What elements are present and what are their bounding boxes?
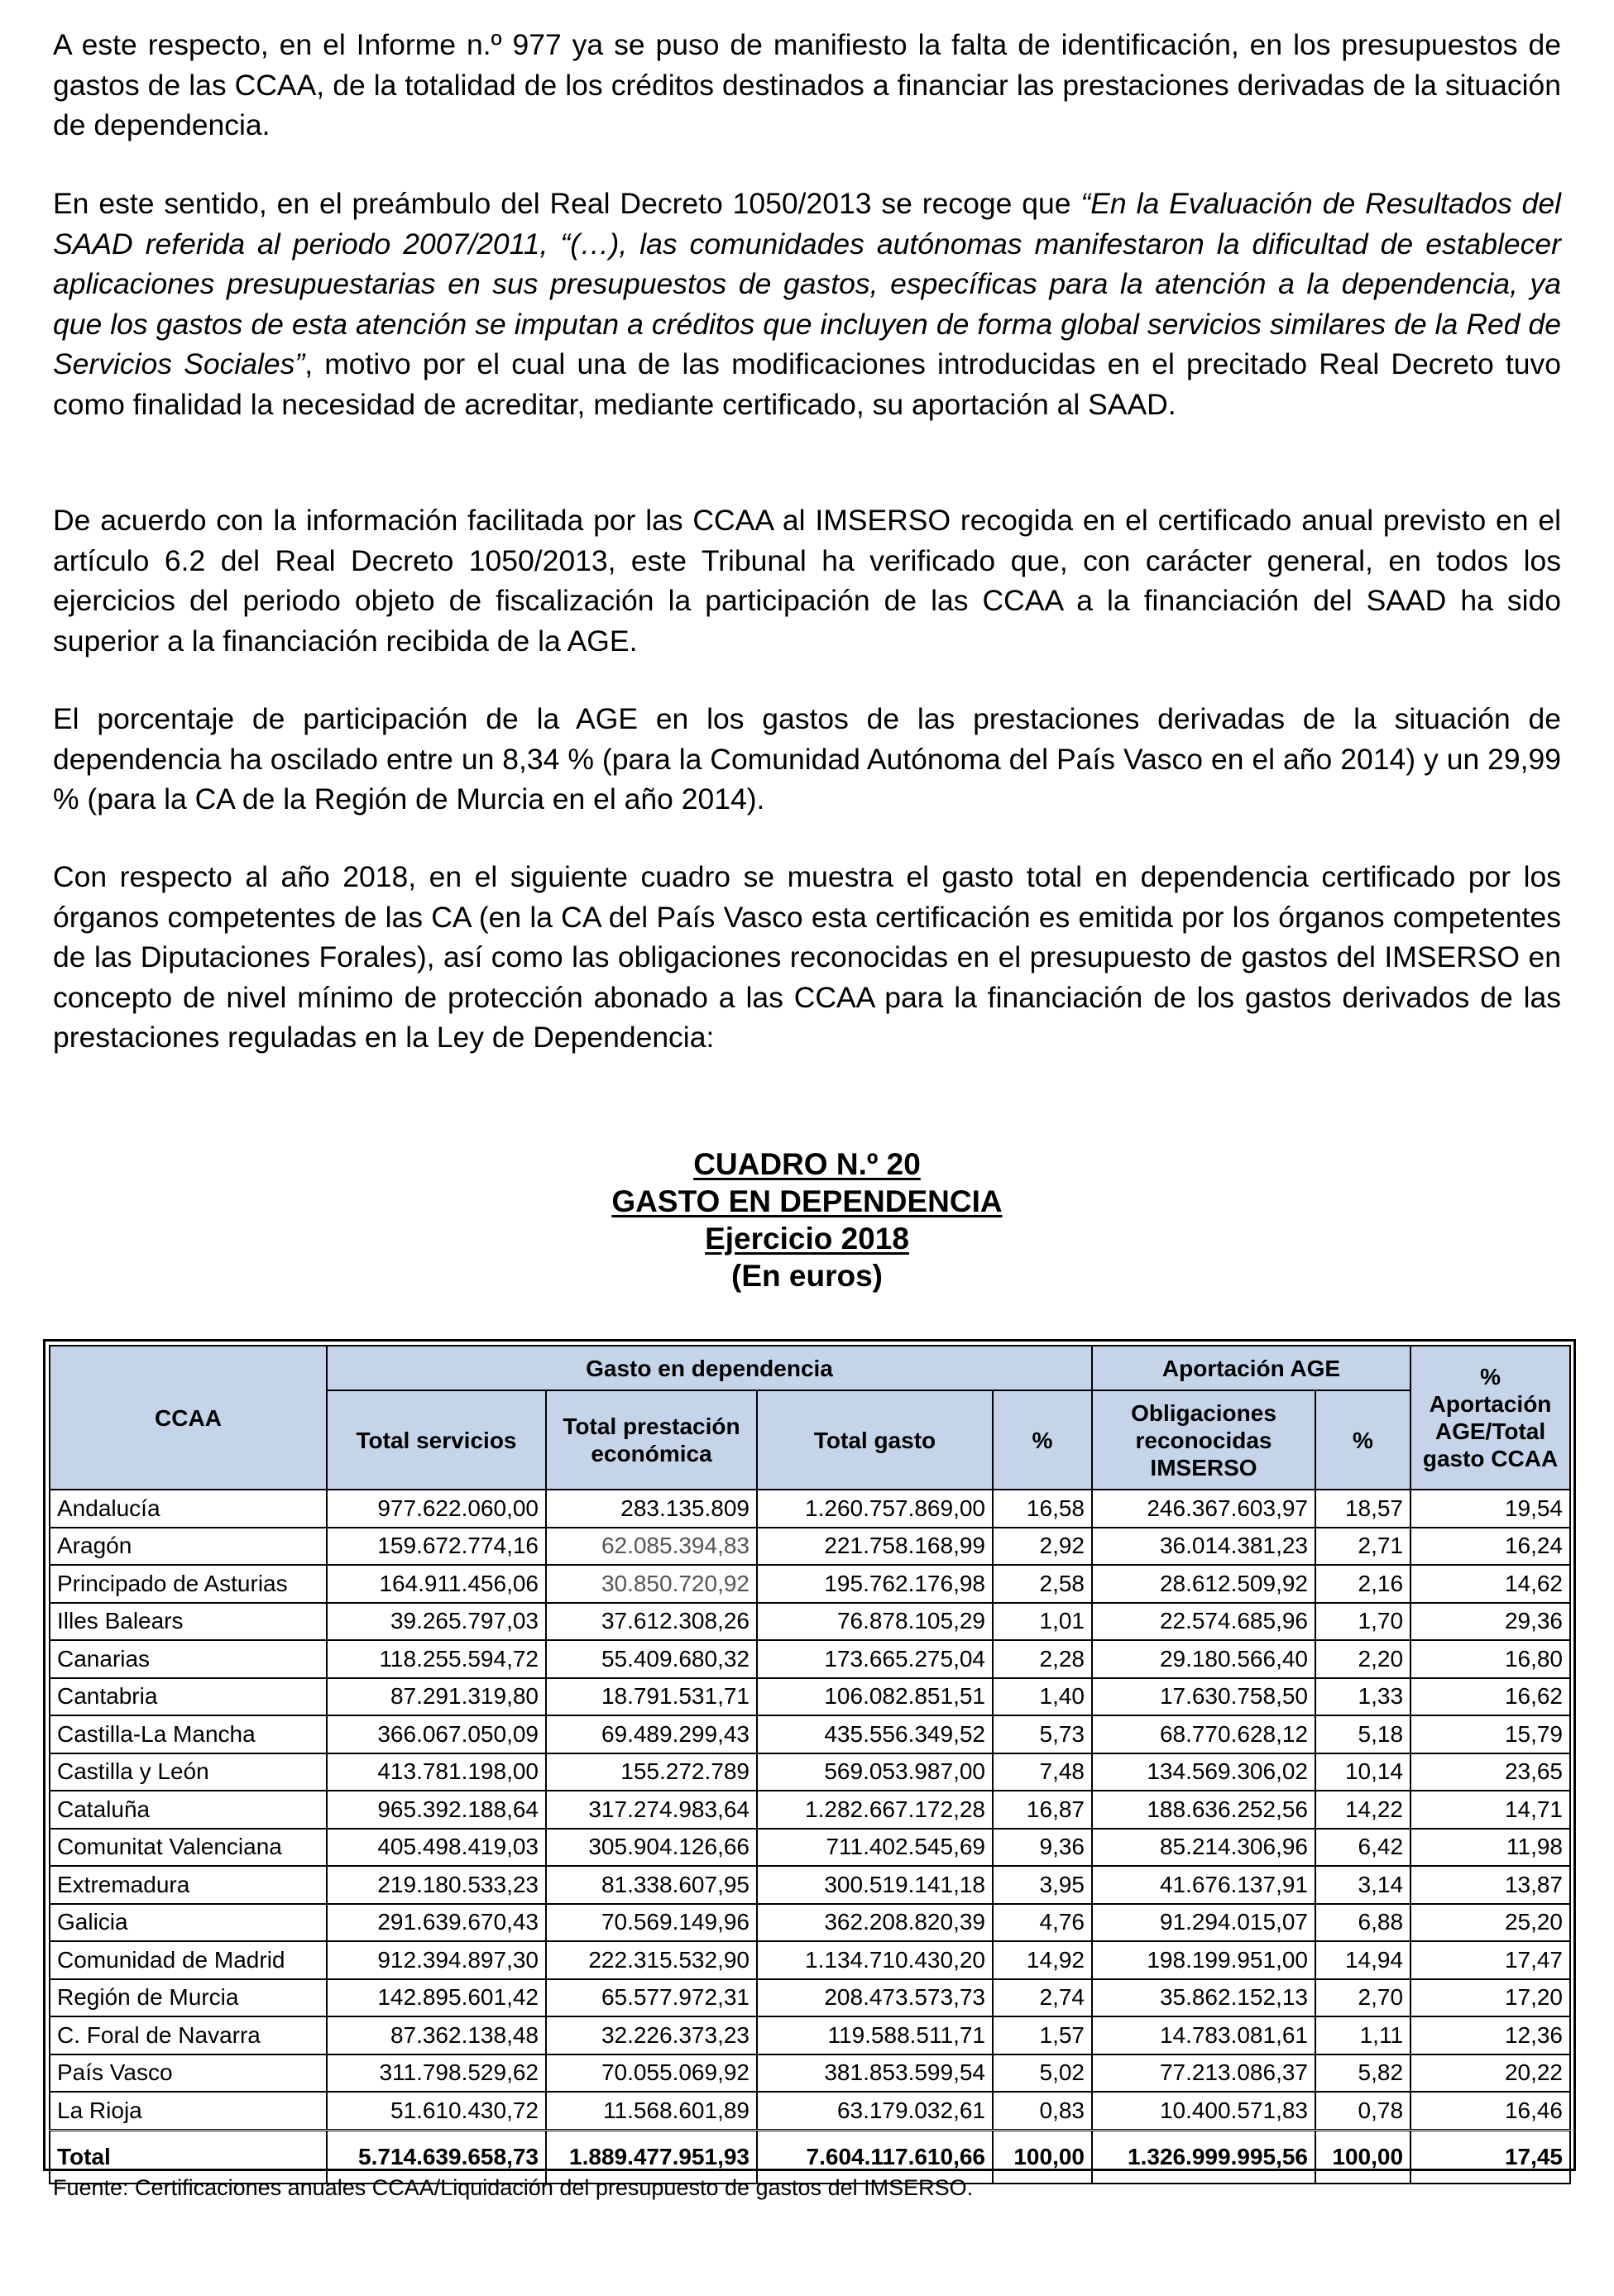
row-value-cell: 291.639.670,43 bbox=[327, 1904, 546, 1942]
row-value-cell: 305.904.126,66 bbox=[546, 1829, 757, 1867]
row-ccaa-name: Canarias bbox=[50, 1640, 327, 1678]
total-cell: 100,00 bbox=[993, 2130, 1092, 2184]
row-value-cell: 10,14 bbox=[1315, 1753, 1410, 1791]
row-value-cell: 311.798.529,62 bbox=[327, 2054, 546, 2093]
row-value-cell: 7,48 bbox=[993, 1753, 1092, 1791]
row-value-cell: 62.085.394,83 bbox=[546, 1528, 757, 1566]
row-value-cell: 65.577.972,31 bbox=[546, 1979, 757, 2017]
row-ccaa-name: La Rioja bbox=[50, 2092, 327, 2130]
table-body bbox=[50, 1490, 1570, 2130]
row-value-cell: 10.400.571,83 bbox=[1092, 2092, 1315, 2130]
row-value-cell: 15,79 bbox=[1410, 1715, 1570, 1753]
row-value-cell: 965.392.188,64 bbox=[327, 1791, 546, 1829]
row-value-cell: 3,14 bbox=[1315, 1866, 1410, 1904]
paragraph-1-block bbox=[53, 25, 1561, 146]
row-value-cell: 118.255.594,72 bbox=[327, 1640, 546, 1678]
header-group-age: Aportación AGE bbox=[1092, 1346, 1410, 1390]
table-row bbox=[50, 1904, 1570, 1942]
row-value-cell: 16,62 bbox=[1410, 1678, 1570, 1716]
row-value-cell: 435.556.349,52 bbox=[757, 1715, 993, 1753]
table-row bbox=[50, 2092, 1570, 2130]
row-value-cell: 13,87 bbox=[1410, 1866, 1570, 1904]
row-value-cell: 208.473.573,73 bbox=[757, 1979, 993, 2017]
row-value-cell: 11.568.601,89 bbox=[546, 2092, 757, 2130]
row-value-cell: 221.758.168,99 bbox=[757, 1528, 993, 1566]
row-value-cell: 14,71 bbox=[1410, 1791, 1570, 1829]
table-row bbox=[50, 2054, 1570, 2093]
row-value-cell: 81.338.607,95 bbox=[546, 1866, 757, 1904]
row-value-cell: 9,36 bbox=[993, 1829, 1092, 1867]
row-value-cell: 36.014.381,23 bbox=[1092, 1528, 1315, 1566]
row-value-cell: 405.498.419,03 bbox=[327, 1829, 546, 1867]
row-value-cell: 18.791.531,71 bbox=[546, 1678, 757, 1716]
row-ccaa-name: Castilla-La Mancha bbox=[50, 1715, 327, 1753]
row-value-cell: 68.770.628,12 bbox=[1092, 1715, 1315, 1753]
row-value-cell: 1,01 bbox=[993, 1603, 1092, 1641]
row-value-cell: 106.082.851,51 bbox=[757, 1678, 993, 1716]
row-value-cell: 198.199.951,00 bbox=[1092, 1941, 1315, 1979]
row-ccaa-name: Castilla y León bbox=[50, 1753, 327, 1791]
row-value-cell: 91.294.015,07 bbox=[1092, 1904, 1315, 1942]
row-ccaa-name: Cantabria bbox=[50, 1678, 327, 1716]
row-value-cell: 29.180.566,40 bbox=[1092, 1640, 1315, 1678]
table-row bbox=[50, 1791, 1570, 1829]
row-value-cell: 222.315.532,90 bbox=[546, 1941, 757, 1979]
row-value-cell: 37.612.308,26 bbox=[546, 1603, 757, 1641]
row-ccaa-name: Principado de Asturias bbox=[50, 1565, 327, 1603]
row-ccaa-name: Illes Balears bbox=[50, 1603, 327, 1641]
row-value-cell: 5,18 bbox=[1315, 1715, 1410, 1753]
row-value-cell: 39.265.797,03 bbox=[327, 1603, 546, 1641]
row-value-cell: 0,78 bbox=[1315, 2092, 1410, 2130]
row-value-cell: 4,76 bbox=[993, 1904, 1092, 1942]
row-value-cell: 569.053.987,00 bbox=[757, 1753, 993, 1791]
paragraph-2-block bbox=[53, 184, 1561, 425]
row-value-cell: 3,95 bbox=[993, 1866, 1092, 1904]
row-ccaa-name: Galicia bbox=[50, 1904, 327, 1942]
row-value-cell: 300.519.141,18 bbox=[757, 1866, 993, 1904]
row-value-cell: 0,83 bbox=[993, 2092, 1092, 2130]
table-row bbox=[50, 1979, 1570, 2017]
data-table-frame bbox=[43, 1339, 1576, 2171]
row-value-cell: 77.213.086,37 bbox=[1092, 2054, 1315, 2093]
caption-title: GASTO EN DEPENDENCIA bbox=[611, 1184, 1003, 1218]
row-value-cell: 16,46 bbox=[1410, 2092, 1570, 2130]
total-cell: 17,45 bbox=[1410, 2130, 1570, 2184]
row-ccaa-name: Región de Murcia bbox=[50, 1979, 327, 2017]
caption-number: CUADRO N.º 20 bbox=[693, 1147, 921, 1181]
paragraph-2 bbox=[53, 184, 1561, 425]
row-value-cell: 2,71 bbox=[1315, 1528, 1410, 1566]
row-value-cell: 1,70 bbox=[1315, 1603, 1410, 1641]
row-value-cell: 155.272.789 bbox=[546, 1753, 757, 1791]
row-value-cell: 2,74 bbox=[993, 1979, 1092, 2017]
row-value-cell: 1.282.667.172,28 bbox=[757, 1791, 993, 1829]
header-total-servicios: Total servicios bbox=[327, 1390, 546, 1490]
row-value-cell: 69.489.299,43 bbox=[546, 1715, 757, 1753]
paragraph-3: De acuerdo con la información facilitada por las CCAA al IMSERSO recogida en el certificado anual previsto en el artículo 6.2 del Real Decreto 1050/2013, este Tribunal ha verificado que, con carácter general, en todos los ejercicios del periodo objeto de fiscalización la participación de las CCAA a la financiación del SAAD ha sido superior a la financiación recibida de la AGE. bbox=[53, 504, 1561, 658]
row-value-cell: 6,42 bbox=[1315, 1829, 1410, 1867]
row-value-cell: 14,22 bbox=[1315, 1791, 1410, 1829]
row-ccaa-name: Cataluña bbox=[50, 1791, 327, 1829]
row-value-cell: 51.610.430,72 bbox=[327, 2092, 546, 2130]
row-value-cell: 1,40 bbox=[993, 1678, 1092, 1716]
row-ccaa-name: Comunidad de Madrid bbox=[50, 1941, 327, 1979]
row-value-cell: 76.878.105,29 bbox=[757, 1603, 993, 1641]
row-ccaa-name: Andalucía bbox=[50, 1490, 327, 1528]
row-value-cell: 2,58 bbox=[993, 1565, 1092, 1603]
row-value-cell: 188.636.252,56 bbox=[1092, 1791, 1315, 1829]
row-value-cell: 87.362.138,48 bbox=[327, 2016, 546, 2054]
row-value-cell: 977.622.060,00 bbox=[327, 1490, 546, 1528]
row-value-cell: 16,58 bbox=[993, 1490, 1092, 1528]
header-total-prestacion: Total prestación económica bbox=[546, 1390, 757, 1490]
row-ccaa-name: Comunitat Valenciana bbox=[50, 1829, 327, 1867]
row-value-cell: 317.274.983,64 bbox=[546, 1791, 757, 1829]
row-value-cell: 283.135.809 bbox=[546, 1490, 757, 1528]
row-value-cell: 2,70 bbox=[1315, 1979, 1410, 2017]
paragraph-4: El porcentaje de participación de la AGE en los gastos de las prestaciones derivadas de la situación de dependencia ha oscilado entre un 8,34 % (para la Comunidad Autónoma del País Vasco en el año 2014) y un 29,99 % (para la CA de la Región de Murcia en el año 2014). bbox=[53, 702, 1561, 816]
row-value-cell: 142.895.601,42 bbox=[327, 1979, 546, 2017]
row-value-cell: 70.569.149,96 bbox=[546, 1904, 757, 1942]
paragraph-4-block bbox=[53, 699, 1561, 820]
paragraph-2-start: En este sentido, en el preámbulo del Real Decreto 1050/2013 se recoge que bbox=[53, 187, 1081, 220]
row-value-cell: 18,57 bbox=[1315, 1490, 1410, 1528]
row-value-cell: 14,94 bbox=[1315, 1941, 1410, 1979]
row-value-cell: 20,22 bbox=[1410, 2054, 1570, 2093]
row-value-cell: 366.067.050,09 bbox=[327, 1715, 546, 1753]
row-value-cell: 17.630.758,50 bbox=[1092, 1678, 1315, 1716]
row-value-cell: 2,16 bbox=[1315, 1565, 1410, 1603]
row-value-cell: 1,11 bbox=[1315, 2016, 1410, 2054]
row-value-cell: 1,33 bbox=[1315, 1678, 1410, 1716]
table-row bbox=[50, 1678, 1570, 1716]
row-value-cell: 17,47 bbox=[1410, 1941, 1570, 1979]
table-row bbox=[50, 2016, 1570, 2054]
row-value-cell: 63.179.032,61 bbox=[757, 2092, 993, 2130]
row-value-cell: 23,65 bbox=[1410, 1753, 1570, 1791]
paragraph-2-quote: “En la Evaluación de Resultados del SAAD referida al periodo 2007/2011, “(…), las comunidades autónomas manifestaron la dificultad de establecer aplicaciones presupuestarias en sus presupuestos de gastos, específicas para la atención a la dependencia, ya que los gastos de esta atención se imputan a créditos que incluyen de forma global servicios similares de la Red de Servicios Sociales” bbox=[53, 187, 1561, 381]
row-value-cell: 1.260.757.869,00 bbox=[757, 1490, 993, 1528]
row-value-cell: 32.226.373,23 bbox=[546, 2016, 757, 2054]
row-value-cell: 5,82 bbox=[1315, 2054, 1410, 2093]
row-value-cell: 22.574.685,96 bbox=[1092, 1603, 1315, 1641]
table-row bbox=[50, 1640, 1570, 1678]
row-ccaa-name: País Vasco bbox=[50, 2054, 327, 2093]
table-row bbox=[50, 1528, 1570, 1566]
row-value-cell: 70.055.069,92 bbox=[546, 2054, 757, 2093]
header-ccaa: CCAA bbox=[50, 1346, 327, 1490]
dependency-spending-table bbox=[49, 1345, 1571, 2184]
total-cell: 1.326.999.995,56 bbox=[1092, 2130, 1315, 2184]
row-value-cell: 55.409.680,32 bbox=[546, 1640, 757, 1678]
paragraph-5: Con respecto al año 2018, en el siguiente cuadro se muestra el gasto total en dependencia certificado por los órganos competentes de las CA (en la CA del País Vasco esta certificación es emitida por los órganos competentes de las Diputaciones Forales), así como las obligaciones reconocidas en el presupuesto de gastos del IMSERSO en concepto de nivel mínimo de protección abonado a las CCAA para la financiación de los gastos derivados de las prestaciones reguladas en la Ley de Dependencia: bbox=[53, 860, 1561, 1055]
table-row bbox=[50, 1941, 1570, 1979]
row-value-cell: 14.783.081,61 bbox=[1092, 2016, 1315, 2054]
row-value-cell: 16,80 bbox=[1410, 1640, 1570, 1678]
table-source-note: Fuente: Certificaciones anuales CCAA/Liquidación del presupuesto de gastos del IMSERSO. bbox=[53, 2175, 974, 2200]
total-cell: 100,00 bbox=[1315, 2130, 1410, 2184]
row-value-cell: 362.208.820,39 bbox=[757, 1904, 993, 1942]
row-value-cell: 14,92 bbox=[993, 1941, 1092, 1979]
table-row bbox=[50, 1829, 1570, 1867]
table-row bbox=[50, 1866, 1570, 1904]
row-value-cell: 87.291.319,80 bbox=[327, 1678, 546, 1716]
row-value-cell: 134.569.306,02 bbox=[1092, 1753, 1315, 1791]
caption-unit: (En euros) bbox=[731, 1259, 883, 1293]
paragraph-3-block bbox=[53, 500, 1561, 661]
table-row bbox=[50, 1565, 1570, 1603]
header-pct-gasto: % bbox=[993, 1390, 1092, 1490]
row-value-cell: 711.402.545,69 bbox=[757, 1829, 993, 1867]
table-row bbox=[50, 1490, 1570, 1528]
total-cell: 1.889.477.951,93 bbox=[546, 2130, 757, 2184]
row-value-cell: 12,36 bbox=[1410, 2016, 1570, 2054]
row-value-cell: 29,36 bbox=[1410, 1603, 1570, 1641]
row-value-cell: 195.762.176,98 bbox=[757, 1565, 993, 1603]
table-row bbox=[50, 1753, 1570, 1791]
row-value-cell: 6,88 bbox=[1315, 1904, 1410, 1942]
paragraph-5-block bbox=[53, 857, 1561, 1058]
row-value-cell: 2,92 bbox=[993, 1528, 1092, 1566]
paragraph-2-end: , motivo por el cual una de las modificaciones introducidas en el precitado Real Decreto tuvo como finalidad la necesidad de acreditar, mediante certificado, su aportación al SAAD. bbox=[53, 347, 1561, 421]
row-value-cell: 11,98 bbox=[1410, 1829, 1570, 1867]
row-value-cell: 912.394.897,30 bbox=[327, 1941, 546, 1979]
row-value-cell: 35.862.152,13 bbox=[1092, 1979, 1315, 2017]
row-ccaa-name: C. Foral de Navarra bbox=[50, 2016, 327, 2054]
row-value-cell: 119.588.511,71 bbox=[757, 2016, 993, 2054]
total-cell: 7.604.117.610,66 bbox=[757, 2130, 993, 2184]
row-value-cell: 19,54 bbox=[1410, 1490, 1570, 1528]
row-value-cell: 14,62 bbox=[1410, 1565, 1570, 1603]
row-value-cell: 173.665.275,04 bbox=[757, 1640, 993, 1678]
row-value-cell: 16,87 bbox=[993, 1791, 1092, 1829]
row-value-cell: 1,57 bbox=[993, 2016, 1092, 2054]
row-value-cell: 16,24 bbox=[1410, 1528, 1570, 1566]
row-value-cell: 17,20 bbox=[1410, 1979, 1570, 2017]
paragraph-1: A este respecto, en el Informe n.º 977 ya se puso de manifiesto la falta de identificación, en los presupuestos de gastos de las CCAA, de la totalidad de los créditos destinados a financiar las prestaciones derivadas de la situación de dependencia. bbox=[53, 28, 1561, 142]
row-value-cell: 5,02 bbox=[993, 2054, 1092, 2093]
row-value-cell: 41.676.137,91 bbox=[1092, 1866, 1315, 1904]
row-value-cell: 25,20 bbox=[1410, 1904, 1570, 1942]
row-value-cell: 2,28 bbox=[993, 1640, 1092, 1678]
caption-year: Ejercicio 2018 bbox=[705, 1222, 909, 1256]
table-row bbox=[50, 1603, 1570, 1641]
table-caption bbox=[0, 1146, 1614, 1294]
header-total-gasto: Total gasto bbox=[757, 1390, 993, 1490]
row-value-cell: 30.850.720,92 bbox=[546, 1565, 757, 1603]
row-ccaa-name: Aragón bbox=[50, 1528, 327, 1566]
row-value-cell: 5,73 bbox=[993, 1715, 1092, 1753]
row-value-cell: 85.214.306,96 bbox=[1092, 1829, 1315, 1867]
row-ccaa-name: Extremadura bbox=[50, 1866, 327, 1904]
total-cell: 5.714.639.658,73 bbox=[327, 2130, 546, 2184]
row-value-cell: 246.367.603,97 bbox=[1092, 1490, 1315, 1528]
row-value-cell: 159.672.774,16 bbox=[327, 1528, 546, 1566]
total-cell: Total bbox=[50, 2130, 327, 2184]
row-value-cell: 413.781.198,00 bbox=[327, 1753, 546, 1791]
row-value-cell: 219.180.533,23 bbox=[327, 1866, 546, 1904]
header-obligaciones: Obligaciones reconocidas IMSERSO bbox=[1092, 1390, 1315, 1490]
row-value-cell: 1.134.710.430,20 bbox=[757, 1941, 993, 1979]
row-value-cell: 381.853.599,54 bbox=[757, 2054, 993, 2093]
header-group-gasto: Gasto en dependencia bbox=[327, 1346, 1092, 1390]
header-pct-total: % Aportación AGE/Total gasto CCAA bbox=[1410, 1346, 1570, 1490]
row-value-cell: 28.612.509,92 bbox=[1092, 1565, 1315, 1603]
header-pct-age: % bbox=[1315, 1390, 1410, 1490]
row-value-cell: 2,20 bbox=[1315, 1640, 1410, 1678]
table-row bbox=[50, 1715, 1570, 1753]
row-value-cell: 164.911.456,06 bbox=[327, 1565, 546, 1603]
